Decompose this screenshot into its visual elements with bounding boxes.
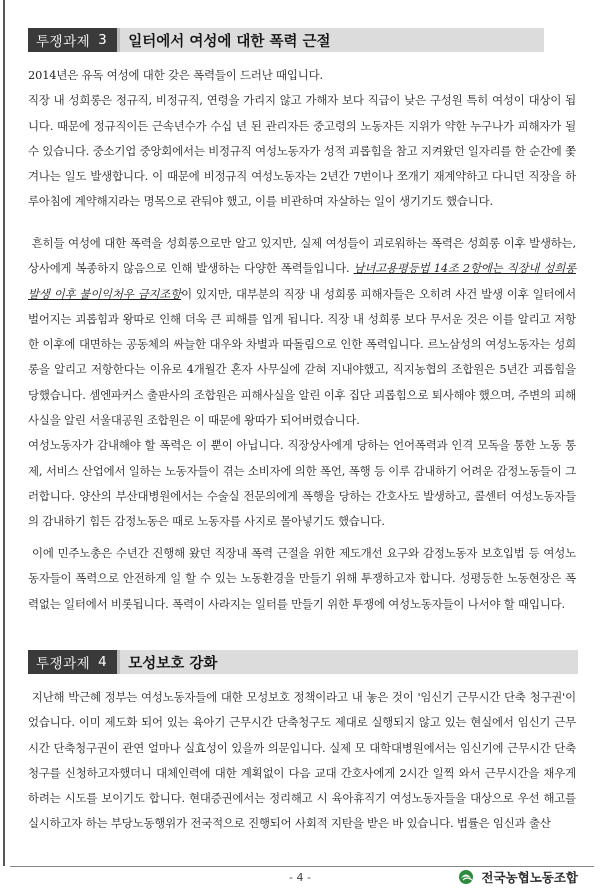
union-emblem-icon [458,869,478,885]
paragraph-text: 지난해 박근혜 정부는 여성노동자들에 대한 모성보호 정책이라고 내 놓은 것이 '임신기 근무시간 단축 청구권'이었습니다. 이미 제도화 되어 있는 육아기 근무시간 단축청구도 제대로 실행되지 않고 있는 현실에서 임신기 근무시간 단축청구권이 관연 얼마나 실효성이 있을까 의문입니다. 실제 모 대학대병원에서는 임신기에 근무시간 단축 청구를 신청하고자했더니 대체인력에 대한 계획없이 다음 교대 간호사에게 2시간 일찍 와서 근무시간을 채우게 하려는 시도를 보이기도 합니다. 현대증권에서는 정리해고 시 육아휴직기 여성노동자들을 대상으로 우선 해고를 실시하고자 하는 부당노동행위가 전국적으로 진행되어 사회적 지탄을 받은 바 있습니다. 법률은 임신과 출산 [28,690,576,831]
legal-reference: 남녀고용평등법 14조 2항에는 직장내 성희롱 발생 이후 불이익처우 금지조항 [28,261,577,301]
paragraph-text-before: 흔히들 여성에 대한 폭력을 성희롱으로만 알고 있지만, 실제 여성들이 괴로워하는 폭력은 성희롱 이후 발생하는, 상사에게 복종하지 않음으로 인해 발생하는 다양한 폭력들입니다. [28,236,576,276]
paragraph-harassment-after [28,231,576,535]
left-margin-rule [3,0,5,866]
section-badge [28,28,117,52]
section-title: 모성보호 강화 [117,650,578,674]
page-number: - 4 - [289,871,311,884]
paragraph-maternity [28,685,576,837]
section-heading-4 [28,650,578,674]
paragraph-text-after: 이 있지만, 대부분의 직장 내 성희롱 피해자들은 오히려 사건 발생 이후 일터에서 벌어지는 괴롭힘과 왕따로 인해 더욱 큰 피해를 입게 됩니다. 직장 내 성희롱 보다 무서운 것은 이를 알리고 저항한 이후에 대면하는 공동체의 싸늘한 대우와 차별과 따돌림으로 인한 폭력입니다. 르노삼성의 여성노동자는 성희롱을 알리고 저항한다는 이유로 4개월간 혼자 사무실에 갇혀 지내야했고, 직지농협의 조합원은 5년간 괴롭힘을 당했습니다. 셈엔파커스 출판사의 조합원은 피해사실을 알린 이후 집단 괴롭힘으로 퇴사해야 했으며, 주변의 피해사실을 알린 서울대공원 조합원은 이 때문에 왕따가 되어버렸습니다. 여성노동자가 감내해야 할 폭력은 이 뿐이 아닙니다. 직장상사에게 당하는 언어폭력과 인격 모독을 통한 노동 통제, 서비스 산업에서 일하는 노동자들이 겪는 소비자에 의한 폭언, 폭행 등 이루 감내하기 어려운 감정노동들이 그러합니다. 양산의 부산대병원에서는 수술실 전문의에게 폭행을 당하는 간호사도 발생하고, 콜센터 여성노동자들의 감내하기 힘든 감정노동은 때로 노동자를 사지로 몰아넣기도 했습니다. [28,286,576,529]
paragraph-kctu-struggle [28,541,576,617]
badge-label: 투쟁과제 [36,656,91,672]
badge-number: 4 [98,654,108,670]
union-logo [458,868,578,886]
badge-number: 3 [98,32,108,48]
footer-rule [10,866,594,867]
section-badge [28,650,117,674]
union-name: 전국농협노동조합 [481,870,578,885]
section-title: 일터에서 여성에 대한 폭력 근절 [117,28,544,52]
badge-label: 투쟁과제 [36,34,91,50]
section-heading-3 [28,28,544,52]
paragraph-text: 이에 민주노총은 수년간 진행해 왔던 직장내 폭력 근절을 위한 제도개선 요구와 감정노동자 보호입법 등 여성노동자들이 폭력으로 안전하게 일 할 수 있는 노동환경을 만들기 위해 투쟁하고자 합니다. 성평등한 노동현장은 폭력없는 일터에서 비롯됩니다. 폭력이 사라지는 일터를 만들기 위한 투쟁에 여성노동자들이 나서야 할 때입니다. [28,546,576,611]
paragraph-2014-violence: 2014년은 유독 여성에 대한 갖은 폭력들이 드러난 때입니다. 직장 내 성희롱은 정규직, 비정규직, 연령을 가리지 않고 가해자 보다 직급이 낮은 구성원 특히 여성이 대상이 됩니다. 때문에 정규직이든 근속년수가 수십 년 된 관리자든 중고령의 노동자든 지위가 약한 누구나가 피해자가 될 수 있습니다. 중소기업 중앙회에서는 비정규직 여성노동자가 성적 괴롭힘을 참고 지켜왔던 일자리를 한 순간에 쫓겨나는 일도 발생합니다. 이 때문에 비정규직 여성노동자는 2년간 7번이나 쪼개기 재계약하고 다니던 직장을 하루아침에 계약해지라는 명목으로 관둬야 했고, 이를 비관하며 자살하는 일이 생기기도 했습니다. [28,68,576,209]
